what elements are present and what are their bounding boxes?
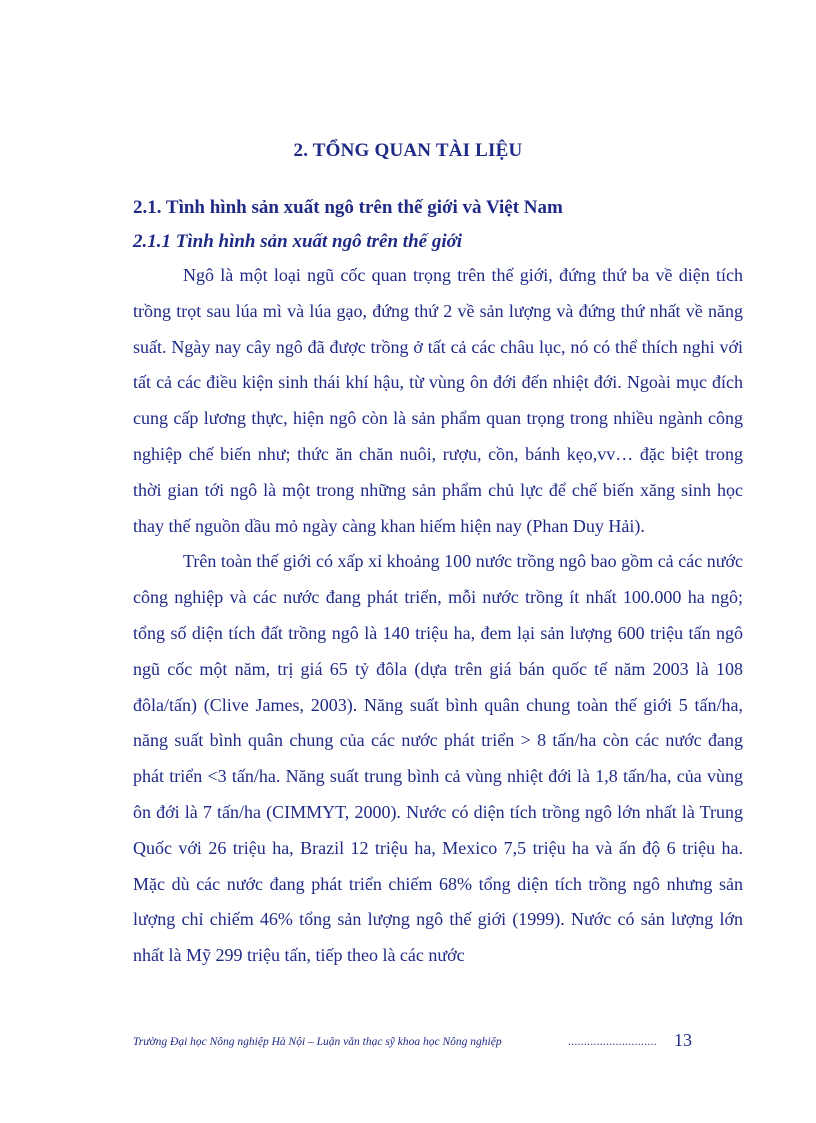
footer-text: Trường Đại học Nông nghiệp Hà Nội – Luận văn thạc sỹ khoa học Nông nghiệp xyxy=(133,1036,502,1048)
page-number: 13 xyxy=(674,1030,692,1050)
chapter-title: 2. TỔNG QUAN TÀI LIỆU xyxy=(293,140,523,161)
body-text xyxy=(133,258,743,974)
section-title: 2.1. Tình hình sản xuất ngô trên thế giới và Việt Nam xyxy=(133,197,563,218)
subsection-title: 2.1.1 Tình hình sản xuất ngô trên thế giới xyxy=(133,231,463,252)
page-footer xyxy=(133,1030,693,1054)
footer-leader: ............................ xyxy=(568,1036,657,1048)
paragraph: Ngô là một loại ngũ cốc quan trọng trên thế giới, đứng thứ ba về diện tích trồng trọt sau lúa mì và lúa gạo, đứng thứ 2 về sản lượng và đứng thứ nhất về năng suất. Ngày nay cây ngô đã được trồng ở tất cả các châu lục, nó có thể thích nghi với tất cả các điều kiện sinh thái khí hậu, từ vùng ôn đới đến nhiệt đới. Ngoài mục đích cung cấp lương thực, hiện ngô còn là sản phẩm quan trọng trong nhiều ngành công nghiệp chế biến như; thức ăn chăn nuôi, rượu, cồn, bánh kẹo,vv… đặc biệt trong thời gian tới ngô là một trong những sản phẩm chủ lực để chế biến xăng sinh học thay thế nguồn dầu mỏ ngày càng khan hiếm hiện nay (Phan Duy Hải). xyxy=(133,265,743,536)
paragraph: Trên toàn thế giới có xấp xỉ khoảng 100 nước trồng ngô bao gồm cả các nước công nghiệp và các nước đang phát triển, mỗi nước trồng ít nhất 100.000 ha ngô; tổng số diện tích đất trồng ngô là 140 triệu ha, đem lại sản lượng 600 triệu tấn ngô ngũ cốc một năm, trị giá 65 tỷ đôla (dựa trên giá bán quốc tế năm 2003 là 108 đôla/tấn) (Clive James, 2003). Năng suất bình quân chung toàn thế giới 5 tấn/ha, năng suất bình quân chung của các nước phát triển > 8 tấn/ha còn các nước đang phát triển <3 tấn/ha. Năng suất trung bình cả vùng nhiệt đới là 1,8 tấn/ha, của vùng ôn đới là 7 tấn/ha (CIMMYT, 2000). Nước có diện tích trồng ngô lớn nhất là Trung Quốc với 26 triệu ha, Brazil 12 triệu ha, Mexico 7,5 triệu ha và ấn độ 6 triệu ha. Mặc dù các nước đang phát triển chiếm 68% tổng diện tích trồng ngô nhưng sản lượng chỉ chiếm 46% tổng sản lượng ngô thế giới (1999). Nước có sản lượng lớn nhất là Mỹ 299 triệu tấn, tiếp theo là các nước xyxy=(133,551,743,966)
